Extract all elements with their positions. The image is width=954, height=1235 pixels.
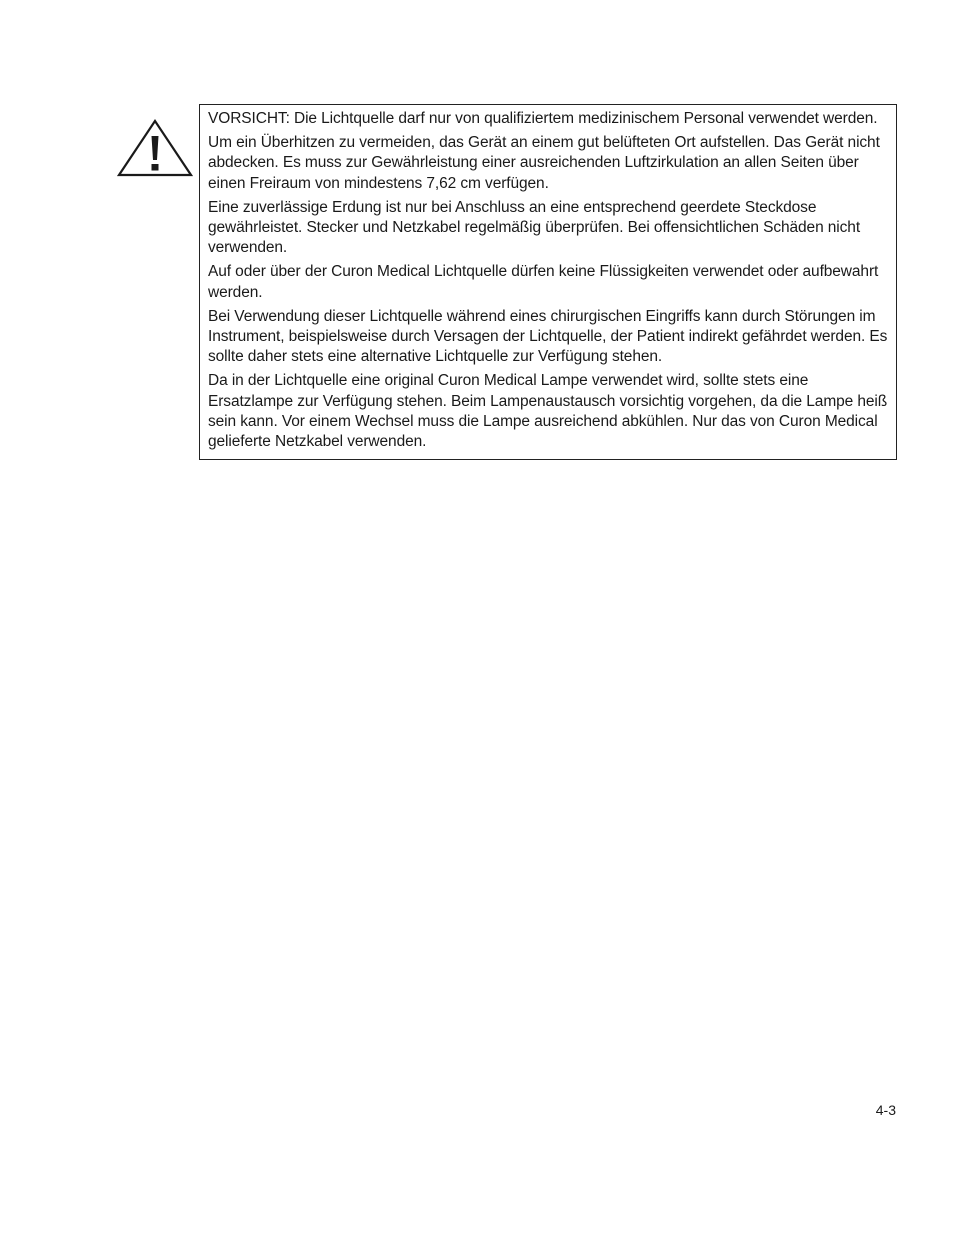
caution-paragraph: Bei Verwendung dieser Lichtquelle während eines chirurgischen Eingriffs kann durch Störungen im Instrument, beispielsweise durch Versagen der Lichtquelle, der Patient indirekt gefährdet werden. Es sollte daher stets eine alternative Lichtquelle zur Verfügung stehen. bbox=[208, 307, 888, 366]
caution-paragraph: Auf oder über der Curon Medical Lichtquelle dürfen keine Flüssigkeiten verwendet oder aufbewahrt werden. bbox=[208, 263, 879, 301]
caution-notice-box bbox=[199, 104, 897, 460]
caution-paragraph: VORSICHT: Die Lichtquelle darf nur von qualifiziertem medizinischem Personal verwendet werden. bbox=[208, 110, 878, 127]
caution-paragraph: Eine zuverlässige Erdung ist nur bei Anschluss an eine entsprechend geerdete Steckdose gewährleistet. Stecker und Netzkabel regelmäßig überprüfen. Bei offensichtlichen Schäden nicht verwenden. bbox=[208, 198, 861, 257]
caution-paragraph: Da in der Lichtquelle eine original Curon Medical Lampe verwendet wird, sollte stets eine Ersatzlampe zur Verfügung stehen. Beim Lampenaustausch vorsichtig vorgehen, da die Lampe heiß sein kann. Vor einem Wechsel muss die Lampe ausreichend abkühlen. Nur das von Curon Medical gelieferte Netzkabel verwenden. bbox=[208, 372, 888, 451]
warning-triangle-icon bbox=[117, 119, 193, 177]
page-number: 4-3 bbox=[875, 1102, 896, 1118]
caution-paragraph: Um ein Überhitzen zu vermeiden, das Gerät an einem gut belüfteten Ort aufstellen. Das Gerät nicht abdecken. Es muss zur Gewährleistung einer ausreichenden Luftzirkulation an allen Seiten über einen Freiraum von mindestens 7,62 cm verfügen. bbox=[208, 134, 880, 192]
